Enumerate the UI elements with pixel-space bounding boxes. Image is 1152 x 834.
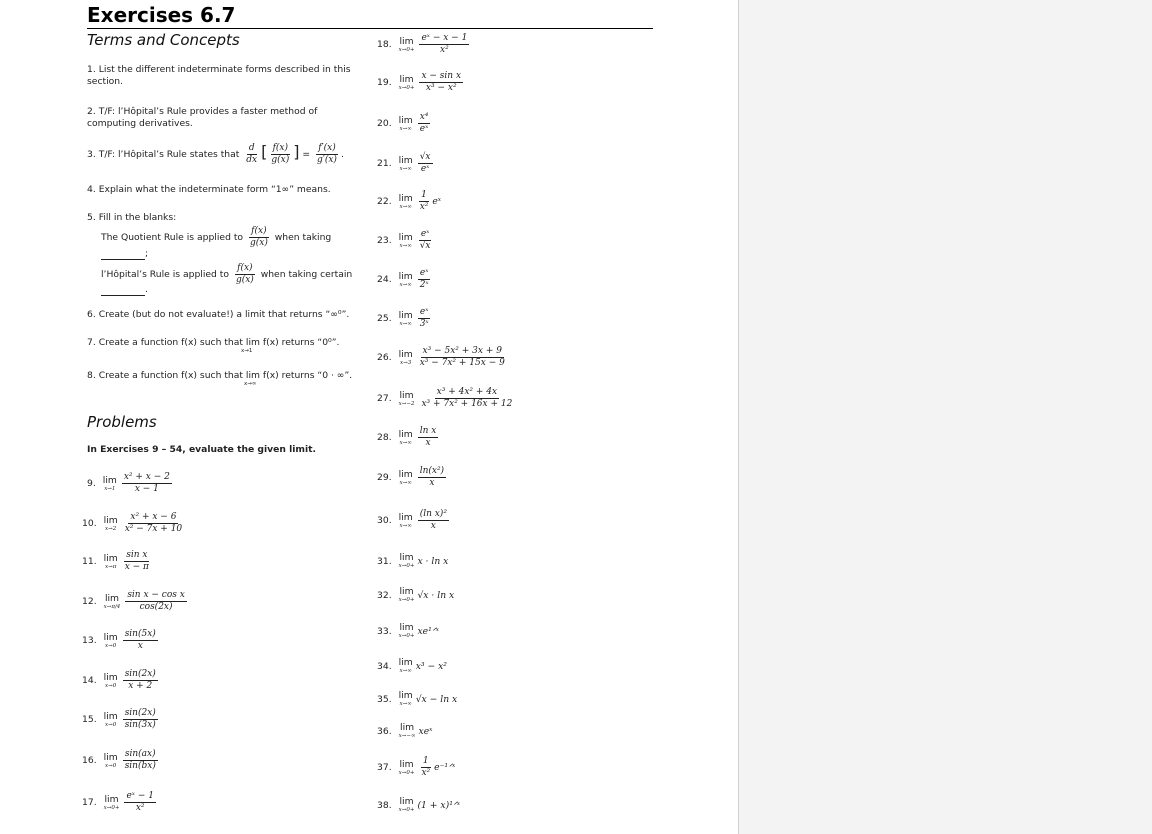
concept-5-number: 5. (87, 212, 96, 223)
problem-33: 33. lim x→0+ xe¹ᐟˣ (377, 622, 439, 639)
problem-12: 12. lim x→π/4 $\frac{\text{sin x − cos x}}{\cos(2x)}$ (82, 590, 185, 612)
concept-7-text: Create a function f(x) such that lim f(x) returns “0⁰”. (98, 337, 340, 348)
concept-4-number: 4. (87, 184, 96, 195)
concept-8-text: Create a function f(x) such that lim f(x) returns “0 · ∞”. (98, 370, 353, 381)
concept-1-text: List the different indeterminate forms described in this section. (87, 64, 351, 87)
concept-7 (87, 337, 339, 349)
concept-4 (87, 184, 331, 196)
problem-25: 25. lim x→∞ $\frac{\text{eˣ}}{\text{3ˣ}}$ (377, 307, 429, 329)
problem-38: 38. lim x→0+ (1 + x)¹ᐟˣ (377, 796, 461, 813)
concept-5 (87, 212, 176, 224)
concept-6 (87, 309, 349, 321)
concept-2-number: 2. (87, 106, 96, 117)
problem-32: 32. lim x→0+ √x · ln x (377, 586, 455, 603)
problem-29: 29. lim x→∞ $\frac{\text{ln(x²)}}{x}$ (377, 466, 445, 488)
derivative-operator: $\frac{d}{dx}$ (246, 143, 258, 165)
concept-3-text: T/F: l’Hôpital’s Rule states that (98, 149, 240, 160)
problem-30: 30. lim x→∞ $\frac{\text{(ln x)²}}{x}$ (377, 509, 447, 531)
concept-8-number: 8. (87, 370, 96, 381)
concept-5-text: Fill in the blanks: (98, 212, 177, 223)
concept-2 (87, 106, 362, 130)
problem-19: 19. lim x→0+ $\frac{\text{x − sin x}}{\text{x³ − x²}}$ (377, 71, 462, 93)
problem-16: 16. lim x→0 $\frac{\sin(ax)}{\sin(bx)}$ (82, 749, 156, 771)
problem-28: 28. lim x→∞ $\frac{\text{ln x}}{x}$ (377, 426, 437, 448)
concept-7-limit-sub: x→1 (241, 348, 253, 354)
page-title: Exercises 6.7 (87, 3, 653, 29)
problem-21: 21. lim x→∞ $\frac{√x}{\text{eˣ}}$ (377, 152, 431, 174)
problem-15: 15. lim x→0 $\frac{\sin(2x)}{\sin(3x)}$ (82, 708, 156, 730)
concept-5-line-1: The Quotient Rule is applied to $\frac{f(x)}{g(x)}$ when taking (101, 226, 332, 248)
concept-3: 3. T/F: l’Hôpital’s Rule states that $\frac{d}{dx}$ [ $\frac{f(x)}{g(x)}$ ] = $\frac{f'(x)}{g'(x)}$ . (87, 142, 344, 165)
concept-8 (87, 370, 352, 382)
concept-7-number: 7. (87, 337, 96, 348)
problem-26: 26. lim x→3 $\frac{\text{x³ − 5x² + 3x + 9}}{\text{x³ − 7x² + 15x − 9}}$ (377, 346, 505, 368)
problem-11: 11. lim x→π $\frac{\text{sin x}}{x - \pi}$ (82, 550, 149, 572)
problems-heading: Problems (87, 413, 157, 431)
concept-5-blank-2: . (101, 284, 148, 296)
concept-4-text: Explain what the indeterminate form “1∞” means. (98, 184, 331, 195)
problem-35: 35. lim x→∞ √x − ln x (377, 690, 458, 707)
problem-10: 10. lim x→2 $\frac{\text{x² + x − 6}}{\text{x² − 7x + 10}}$ (82, 512, 183, 534)
concept-5-fraction-2: $\frac{f(x)}{g(x)}$ (235, 263, 254, 285)
problem-27: 27. lim x→−2 $\frac{\text{x³ + 4x² + 4x}}{\text{x³ + 7x² + 16x + 12}}$ (377, 387, 513, 409)
concept-5-blank-1: ; (101, 248, 148, 260)
concept-1-number: 1. (87, 64, 96, 75)
derivative-quotient: $\frac{f'(x)}{g'(x)}$ (317, 143, 337, 165)
problem-36: 36. lim x→−∞ xeˣ (377, 722, 433, 739)
concept-1 (87, 64, 362, 88)
problems-instruction: In Exercises 9 – 54, evaluate the given limit. (87, 444, 317, 455)
problem-24: 24. lim x→∞ $\frac{\text{eˣ}}{\text{2ˣ}}$ (377, 268, 429, 290)
concept-6-number: 6. (87, 309, 96, 320)
concept-2-text: T/F: l’Hôpital’s Rule provides a faster method of computing derivatives. (87, 106, 318, 129)
problem-37: 37. lim x→0+ $\frac{1}{\text{x²}}$ e⁻¹ᐟˣ (377, 756, 456, 778)
concept-5-fraction-1: $\frac{f(x)}{g(x)}$ (249, 226, 268, 248)
problem-22: 22. lim x→∞ $\frac{1}{\text{x²}}$ eˣ (377, 190, 442, 212)
concept-6-text: Create (but do not evaluate!) a limit that returns “∞⁰”. (98, 309, 350, 320)
problem-17: 17. lim x→0+ $\frac{\text{eˣ − 1}}{\text{x²}}$ (82, 791, 154, 813)
problem-18: 18. lim x→0+ $\frac{\text{eˣ − x − 1}}{\text{x²}}$ (377, 33, 468, 55)
problem-23: 23. lim x→∞ $\frac{\text{eˣ}}{√x}$ (377, 229, 431, 251)
problem-20: 20. lim x→∞ $\frac{\text{x⁴}}{\text{eˣ}}$ (377, 112, 429, 134)
problem-13: 13. lim x→0 $\frac{\sin(5x)}{x}$ (82, 629, 156, 651)
concept-5-line-2: l’Hôpital’s Rule is applied to $\frac{f(x)}{g(x)}$ when taking certain (101, 263, 353, 285)
quotient-fraction: $\frac{f(x)}{g(x)}$ (271, 143, 290, 165)
terms-heading: Terms and Concepts (87, 31, 240, 49)
problem-31: 31. lim x→0+ x · ln x (377, 552, 449, 569)
problem-14: 14. lim x→0 $\frac{\sin(2x)}{x + 2}$ (82, 669, 156, 691)
problem-34: 34. lim x→∞ x³ − x² (377, 657, 447, 674)
problem-9: 9. lim x→1 $\frac{\text{x² + x − 2}}{x - 1}$ (87, 472, 170, 494)
concept-3-number: 3. (87, 149, 96, 160)
concept-8-limit-sub: x→∞ (244, 381, 257, 387)
